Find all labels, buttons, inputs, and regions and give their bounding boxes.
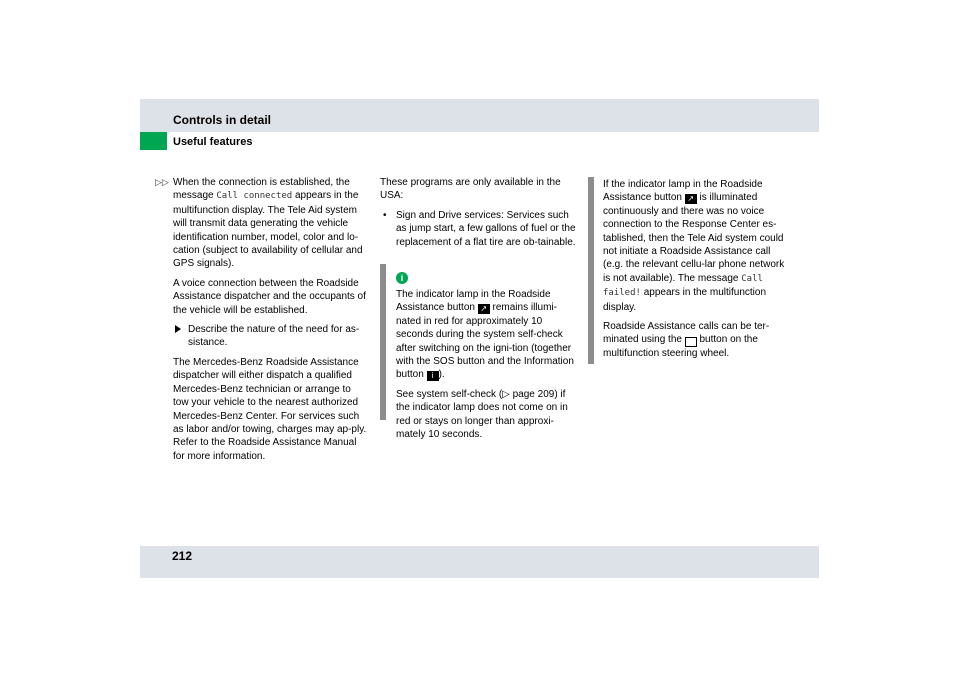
display-message-call-connected: Call connected — [216, 191, 293, 202]
bullet-item: • Sign and Drive services: Services such as jump start, a few gallons of fuel or the replacement of a flat tire are ob-tainable. — [383, 209, 576, 248]
paragraph-call-failed: If the indicator lamp in the Roadside Assistance button ↗ is illuminated continuously and there was no voice connection to the Response Center es-tablished, then the Tele Aid system could not initiate a Roadside Assistance call (e.g. the relevant cellu-lar phone network is not available). The message Call failed! appears in the multifunction display. — [603, 179, 785, 313]
bullet-dot: • — [383, 209, 387, 221]
column-left — [155, 176, 369, 469]
paragraph-programs: These programs are only available in the USA: — [380, 177, 561, 202]
info-paragraph-self-check: See system self-check (▷ page 209) if the indicator lamp does not come on in red or stays on longer than approxi-mately 10 seconds. — [396, 388, 568, 441]
column-right — [603, 178, 793, 367]
info-paragraph-indicator: The indicator lamp in the Roadside Assistance button ↗ remains illumi-nated in red for approximately 10 seconds during the system self-check after switching on the igni-tion (together with the SOS button and the Information button i ). — [396, 289, 574, 381]
paragraph-terminate-call: Roadside Assistance calls can be ter-minated using the ⌒ button on the multifunction steering wheel. — [603, 321, 770, 360]
section-title: Useful features — [173, 136, 253, 148]
right-sidebar-bar — [588, 177, 594, 364]
page-title: Controls in detail — [173, 113, 272, 127]
info-note — [396, 272, 578, 447]
end-call-button-icon: ⌒ — [685, 337, 697, 347]
step-arrow-icon — [175, 325, 181, 333]
info-sidebar-bar — [380, 264, 386, 420]
column-middle — [380, 176, 578, 255]
paragraph-dispatcher: The Mercedes-Benz Roadside Assistance dispatcher will either dispatch a qualified Mercedes-Benz technician or arrange to tow your vehicle to the nearest authorized Mercedes-Benz Center. For services such as labor and/or towing, charges may ap-ply. Refer to the Roadside Assistance Manual for more information. — [173, 356, 367, 462]
paragraph-voice-connection: A voice connection between the Roadside Assistance dispatcher and the occupants of the vehicle will be established. — [173, 277, 366, 316]
paragraph-connection-established: When the connection is established, the message Call connected appears in the multifunction display. The Tele Aid system will transmit data generating the vehicle identification number, model, color and lo-cation (subject to availability of cellular and GPS signals). — [173, 177, 363, 270]
page-number: 212 — [172, 549, 193, 563]
section-marker — [140, 132, 167, 150]
instruction-step: Describe the nature of the need for as-sistance. — [173, 323, 369, 350]
display-message-call-failed: Call failed! — [603, 273, 763, 299]
footer-band — [140, 546, 819, 578]
info-icon: i — [396, 272, 408, 284]
information-button-icon: i — [427, 371, 439, 381]
roadside-assistance-button-icon: ↗ — [685, 194, 697, 204]
roadside-assistance-button-icon: ↗ — [478, 304, 490, 314]
continuation-marker: ▷▷ — [155, 177, 169, 187]
